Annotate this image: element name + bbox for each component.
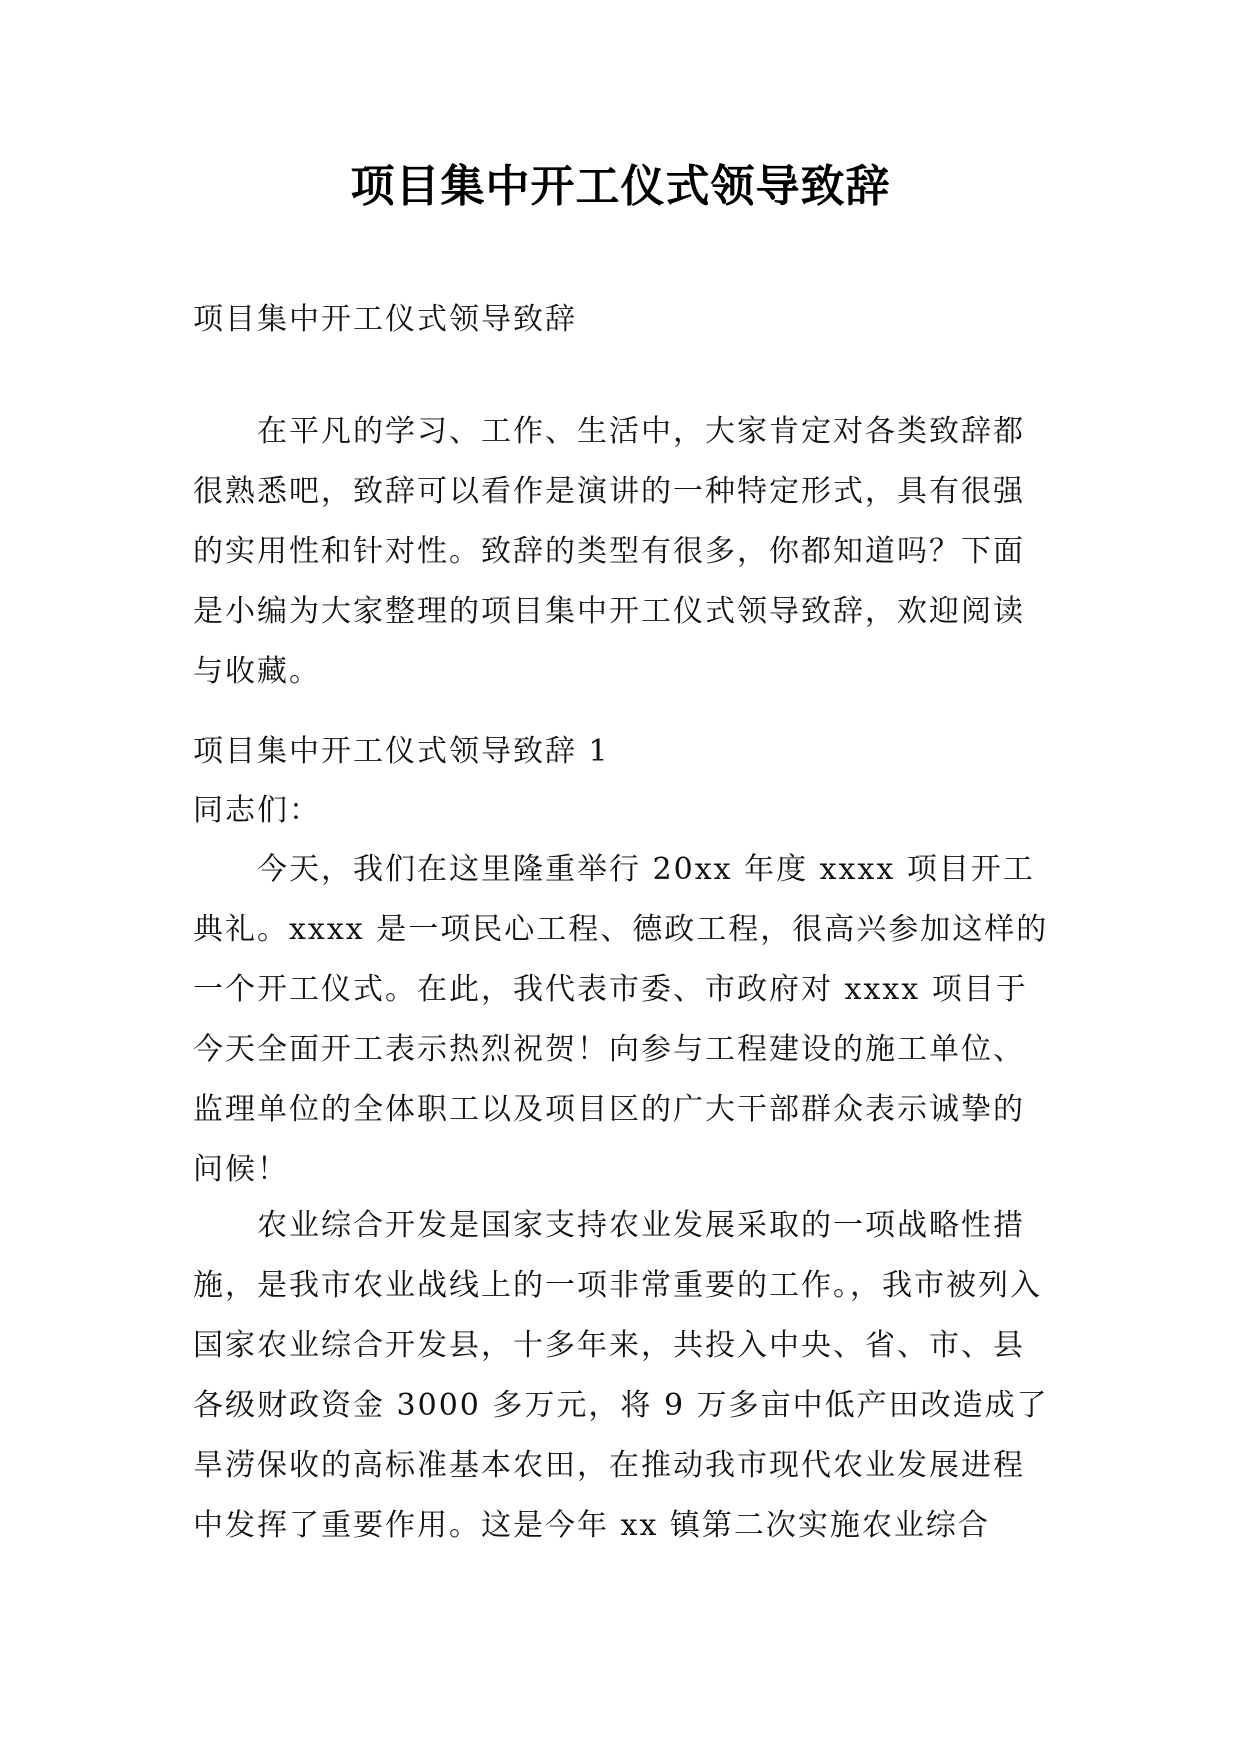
section-heading: 项目集中开工仪式领导致辞 1 <box>193 734 610 769</box>
intro-paragraph: 在平凡的学习、工作、生活中，大家肯定对各类致辞都很熟悉吧，致辞可以看作是演讲的一种特定形式，具有很强的实用性和针对性。致辞的类型有很多，你都知道吗？下面是小编为大家整理的项目集中开工仪式领导致辞，欢迎阅读与收藏。 <box>193 414 1025 689</box>
body-paragraph: 今天，我们在这里隆重举行 20xx 年度 xxxx 项目开工典礼。xxxx 是一项民心工程、德政工程，很高兴参加这样的一个开工仪式。在此，我代表市委、市政府对 xxxx 项目于今天全面开工表示热烈祝贺！向参与工程建设的施工单位、监理单位的全体职工以及项目区的广大干部群众表示诚挚的问候！ <box>193 852 1049 1187</box>
document-subtitle: 项目集中开工仪式领导致辞 <box>193 302 577 337</box>
salutation: 同志们： <box>193 793 321 828</box>
body-paragraph: 农业综合开发是国家支持农业发展采取的一项战略性措施，是我市农业战线上的一项非常重要的工作。，我市被列入国家农业综合开发县，十多年来，共投入中央、省、市、县各级财政资金 3000 多万元，将 9 万多亩中低产田改造成了旱涝保收的高标准基本农田，在推动我市现代农业发展进程中发挥了重要作用。这是今年 xx 镇第二次实施农业综合 <box>193 1208 1049 1543</box>
document-title: 项目集中开工仪式领导致辞 <box>350 161 891 212</box>
